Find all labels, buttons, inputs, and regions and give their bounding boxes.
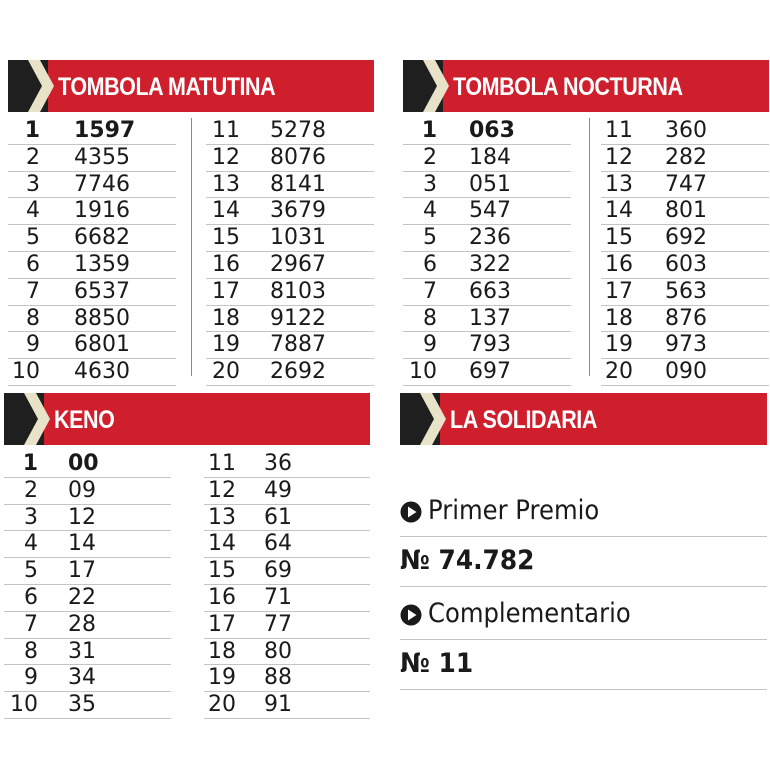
position-number: 7 [26, 278, 40, 304]
drawn-number: 7887 [270, 332, 326, 358]
drawn-number: 09 [68, 477, 96, 503]
list-item [4, 585, 171, 612]
drawn-number: 34 [68, 665, 96, 691]
tombola-nocturna-left-list [403, 118, 571, 386]
column-divider [589, 118, 590, 376]
drawn-number: 12 [68, 504, 96, 530]
list-item [4, 692, 171, 719]
position-number: 4 [423, 198, 437, 224]
list-item [403, 198, 571, 225]
position-number: 7 [24, 611, 38, 637]
list-item [204, 505, 370, 532]
drawn-number: 793 [469, 332, 511, 358]
la-solidaria-header [400, 393, 767, 445]
drawn-number: 282 [665, 144, 707, 170]
chevron-icon [420, 393, 450, 445]
list-item [206, 279, 374, 306]
position-number: 9 [24, 665, 38, 691]
position-number: 1 [24, 118, 40, 143]
position-number: 13 [208, 504, 236, 530]
drawn-number: 91 [264, 692, 292, 718]
position-number: 16 [212, 251, 240, 277]
position-number: 11 [208, 451, 236, 476]
list-item [8, 279, 176, 306]
list-item [403, 359, 571, 386]
complementario-row [400, 589, 767, 640]
position-number: 18 [212, 305, 240, 331]
list-item [204, 612, 370, 639]
drawn-number: 322 [469, 251, 511, 277]
list-item [206, 225, 374, 252]
drawn-number: 547 [469, 198, 511, 224]
list-item [403, 145, 571, 172]
list-item [8, 306, 176, 333]
position-number: 7 [423, 278, 437, 304]
drawn-number: 77 [264, 611, 292, 637]
drawn-number: 17 [68, 558, 96, 584]
tombola-nocturna-right-list [601, 118, 769, 386]
list-item [8, 225, 176, 252]
complementario-value: № 11 [400, 648, 474, 679]
drawn-number: 236 [469, 225, 511, 251]
drawn-number: 64 [264, 531, 292, 557]
position-number: 12 [208, 477, 236, 503]
position-number: 3 [26, 171, 40, 197]
drawn-number: 4630 [74, 359, 130, 385]
drawn-number: 360 [665, 118, 707, 143]
list-item [4, 558, 171, 585]
drawn-number: 61 [264, 504, 292, 530]
drawn-number: 6801 [74, 332, 130, 358]
complementario-value-row [400, 639, 767, 690]
position-number: 6 [26, 251, 40, 277]
drawn-number: 801 [665, 198, 707, 224]
drawn-number: 31 [68, 638, 96, 664]
position-number: 15 [212, 225, 240, 251]
list-item [204, 665, 370, 692]
position-number: 5 [423, 225, 437, 251]
list-item [204, 451, 370, 478]
tombola-matutina-right-list [206, 118, 374, 386]
position-number: 10 [409, 359, 437, 385]
tombola-matutina-header [8, 60, 374, 112]
la-solidaria-panel [400, 393, 767, 445]
drawn-number: 051 [469, 171, 511, 197]
position-number: 9 [423, 332, 437, 358]
list-item [601, 225, 769, 252]
position-number: 12 [605, 144, 633, 170]
position-number: 13 [212, 171, 240, 197]
list-item [601, 252, 769, 279]
list-item [204, 639, 370, 666]
position-number: 13 [605, 171, 633, 197]
position-number: 14 [208, 531, 236, 557]
primer-premio-label: Primer Premio [428, 495, 600, 526]
list-item [4, 478, 171, 505]
list-item [206, 332, 374, 359]
list-item [8, 252, 176, 279]
position-number: 8 [423, 305, 437, 331]
drawn-number: 1597 [74, 118, 136, 143]
la-solidaria-title: LA SOLIDARIA [450, 406, 597, 434]
position-number: 4 [26, 198, 40, 224]
position-number: 11 [212, 118, 240, 143]
list-item [4, 665, 171, 692]
drawn-number: 88 [264, 665, 292, 691]
list-item [601, 145, 769, 172]
position-number: 20 [208, 692, 236, 718]
drawn-number: 4355 [74, 144, 130, 170]
list-item [206, 252, 374, 279]
position-number: 19 [605, 332, 633, 358]
list-item [403, 225, 571, 252]
list-item [601, 332, 769, 359]
list-item [4, 612, 171, 639]
list-item [206, 306, 374, 333]
drawn-number: 5278 [270, 118, 326, 143]
column-divider [191, 118, 192, 376]
list-item [601, 172, 769, 199]
drawn-number: 1916 [74, 198, 130, 224]
drawn-number: 6537 [74, 278, 130, 304]
complementario-label: Complementario [428, 598, 631, 629]
position-number: 19 [208, 665, 236, 691]
keno-right-list [204, 451, 370, 719]
position-number: 1 [22, 451, 38, 476]
position-number: 9 [26, 332, 40, 358]
chevron-icon [28, 60, 58, 112]
position-number: 17 [605, 278, 633, 304]
primer-premio-value-row [400, 536, 767, 587]
primer-premio-value: № 74.782 [400, 545, 535, 576]
play-circle-icon [400, 501, 422, 523]
position-number: 3 [24, 504, 38, 530]
list-item [8, 172, 176, 199]
drawn-number: 8141 [270, 171, 326, 197]
tombola-matutina-title: TOMBOLA MATUTINA [58, 73, 276, 101]
position-number: 15 [208, 558, 236, 584]
list-item [403, 279, 571, 306]
list-item [8, 145, 176, 172]
list-item [4, 505, 171, 532]
position-number: 6 [423, 251, 437, 277]
drawn-number: 35 [68, 692, 96, 718]
drawn-number: 1031 [270, 225, 326, 251]
list-item [204, 692, 370, 719]
list-item [206, 359, 374, 386]
list-item [4, 451, 171, 478]
position-number: 16 [605, 251, 633, 277]
drawn-number: 00 [68, 451, 99, 476]
position-number: 5 [24, 558, 38, 584]
drawn-number: 1359 [74, 251, 130, 277]
drawn-number: 3679 [270, 198, 326, 224]
list-item [4, 531, 171, 558]
position-number: 6 [24, 584, 38, 610]
primer-premio-row [400, 486, 767, 537]
drawn-number: 2967 [270, 251, 326, 277]
list-item [8, 359, 176, 386]
list-item [204, 558, 370, 585]
drawn-number: 36 [264, 451, 292, 476]
position-number: 18 [605, 305, 633, 331]
list-item [601, 359, 769, 386]
list-item [4, 639, 171, 666]
list-item [403, 118, 571, 145]
list-item [204, 478, 370, 505]
drawn-number: 090 [665, 359, 707, 385]
drawn-number: 2692 [270, 359, 326, 385]
position-number: 8 [26, 305, 40, 331]
list-item [601, 118, 769, 145]
position-number: 12 [212, 144, 240, 170]
drawn-number: 8103 [270, 278, 326, 304]
list-item [403, 252, 571, 279]
drawn-number: 69 [264, 558, 292, 584]
list-item [403, 172, 571, 199]
position-number: 14 [605, 198, 633, 224]
chevron-icon [24, 393, 54, 445]
drawn-number: 22 [68, 584, 96, 610]
position-number: 17 [208, 611, 236, 637]
list-item [601, 306, 769, 333]
drawn-number: 973 [665, 332, 707, 358]
position-number: 8 [24, 638, 38, 664]
drawn-number: 80 [264, 638, 292, 664]
list-item [8, 118, 176, 145]
position-number: 15 [605, 225, 633, 251]
drawn-number: 137 [469, 305, 511, 331]
list-item [204, 585, 370, 612]
drawn-number: 28 [68, 611, 96, 637]
drawn-number: 8076 [270, 144, 326, 170]
drawn-number: 063 [469, 118, 515, 143]
drawn-number: 49 [264, 477, 292, 503]
drawn-number: 692 [665, 225, 707, 251]
keno-header [4, 393, 370, 445]
tombola-nocturna-header [403, 60, 769, 112]
position-number: 2 [26, 144, 40, 170]
drawn-number: 7746 [74, 171, 130, 197]
drawn-number: 663 [469, 278, 511, 304]
drawn-number: 9122 [270, 305, 326, 331]
position-number: 2 [423, 144, 437, 170]
drawn-number: 8850 [74, 305, 130, 331]
keno-title: KENO [54, 406, 115, 434]
drawn-number: 563 [665, 278, 707, 304]
keno-panel [4, 393, 370, 718]
tombola-matutina-left-list [8, 118, 176, 386]
tombola-nocturna-panel [403, 60, 769, 385]
drawn-number: 14 [68, 531, 96, 557]
drawn-number: 876 [665, 305, 707, 331]
drawn-number: 603 [665, 251, 707, 277]
tombola-nocturna-title: TOMBOLA NOCTURNA [453, 73, 683, 101]
list-item [601, 198, 769, 225]
position-number: 19 [212, 332, 240, 358]
list-item [206, 198, 374, 225]
position-number: 4 [24, 531, 38, 557]
list-item [206, 118, 374, 145]
list-item [204, 531, 370, 558]
list-item [8, 332, 176, 359]
position-number: 18 [208, 638, 236, 664]
position-number: 3 [423, 171, 437, 197]
drawn-number: 71 [264, 584, 292, 610]
list-item [403, 332, 571, 359]
list-item [206, 145, 374, 172]
position-number: 2 [24, 477, 38, 503]
drawn-number: 184 [469, 144, 511, 170]
tombola-matutina-panel [8, 60, 374, 385]
chevron-icon [423, 60, 453, 112]
drawn-number: 6682 [74, 225, 130, 251]
list-item [8, 198, 176, 225]
keno-left-list [4, 451, 171, 719]
play-circle-icon [400, 604, 422, 626]
list-item [403, 306, 571, 333]
position-number: 5 [26, 225, 40, 251]
list-item [206, 172, 374, 199]
position-number: 10 [10, 692, 38, 718]
position-number: 11 [605, 118, 633, 143]
position-number: 17 [212, 278, 240, 304]
position-number: 20 [605, 359, 633, 385]
position-number: 20 [212, 359, 240, 385]
position-number: 16 [208, 584, 236, 610]
position-number: 10 [12, 359, 40, 385]
list-item [601, 279, 769, 306]
drawn-number: 697 [469, 359, 511, 385]
position-number: 14 [212, 198, 240, 224]
position-number: 1 [421, 118, 437, 143]
drawn-number: 747 [665, 171, 707, 197]
